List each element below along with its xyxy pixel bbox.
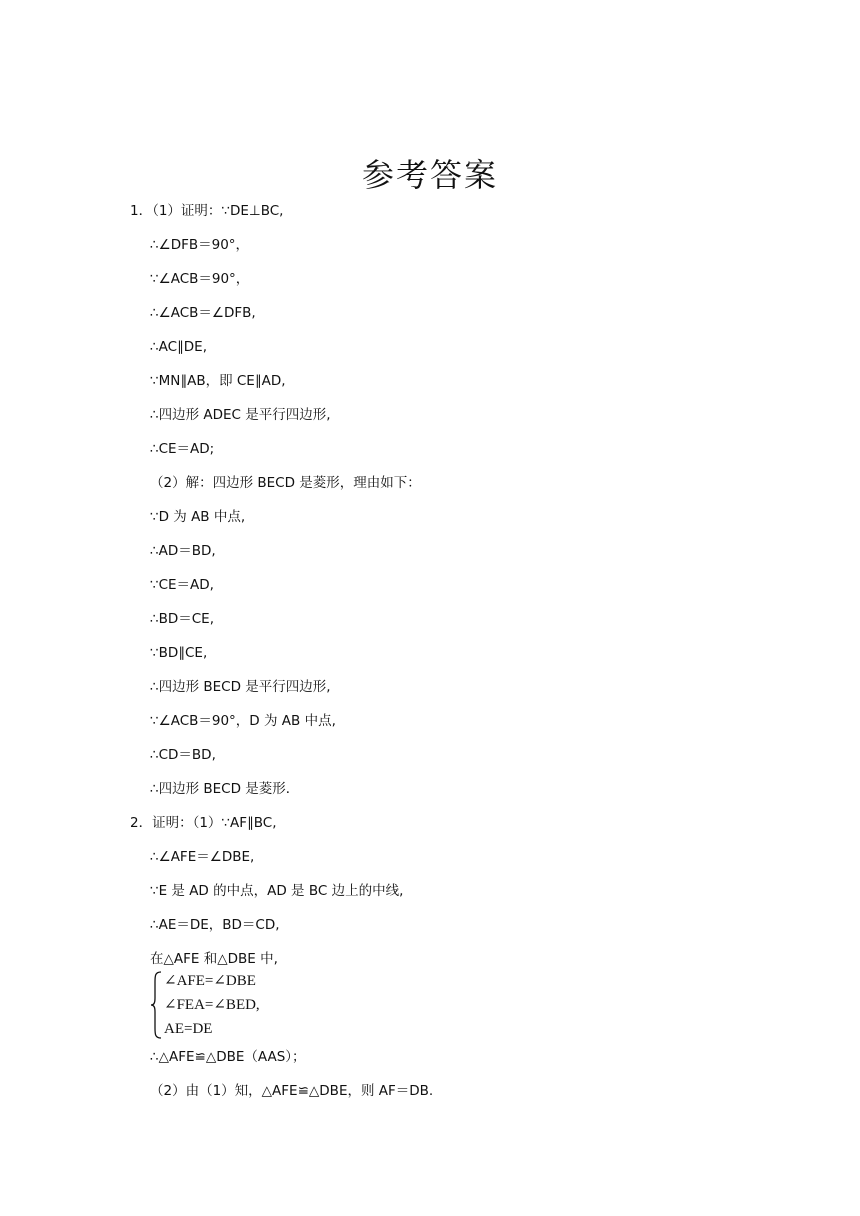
answer-line: ∴CD＝BD, [150,747,216,763]
answer-line: ∵BD∥CE, [150,645,208,661]
answer-line: 2．证明：（1）∵AF∥BC, [130,815,277,831]
answer-line: ∵∠ACB＝90°，D 为 AB 中点, [150,713,336,729]
answer-line: ∴四边形 BECD 是菱形． [150,781,300,797]
answer-line: ∴AD＝BD, [150,543,216,559]
answer-line: ∵MN∥AB，即 CE∥AD, [150,373,286,389]
answer-line: ∴∠DFB＝90°， [150,237,250,253]
answer-line: ∴∠ACB＝∠DFB, [150,305,256,321]
answer-line: ∴AE＝DE，BD＝CD, [150,917,280,933]
answer-line: ∴∠AFE＝∠DBE, [150,849,255,865]
equation-line: ∠AFE=∠DBE [164,973,256,989]
answer-line: （2）解：四边形 BECD 是菱形，理由如下： [150,475,421,491]
page-title: 参考答案 [361,156,498,194]
answer-line: 1．（1）证明：∵DE⊥BC, [130,203,284,219]
answer-line: ∵CE＝AD, [150,577,214,593]
answer-line: ∵∠ACB＝90°， [150,271,250,287]
equation-system [150,970,280,1042]
equation-line: AE=DE [164,1021,213,1037]
answer-line: ∴AC∥DE, [150,339,207,355]
answer-line: ∴△AFE≌△DBE（AAS）； [150,1049,306,1065]
answer-line: ∴四边形 ADEC 是平行四边形, [150,407,331,423]
left-brace-icon [150,970,162,1040]
answer-line: 在△AFE 和△DBE 中, [150,951,278,967]
answer-line: ∴四边形 BECD 是平行四边形, [150,679,331,695]
equation-line: ∠FEA=∠BED, [164,997,260,1013]
answer-line: ∵D 为 AB 中点, [150,509,246,525]
answer-line: （2）由（1）知，△AFE≌△DBE，则 AF＝DB. [150,1083,434,1099]
answer-line: ∵E 是 AD 的中点，AD 是 BC 边上的中线, [150,883,404,899]
answer-line: ∴CE＝AD; [150,441,215,457]
answer-line: ∴BD＝CE, [150,611,214,627]
